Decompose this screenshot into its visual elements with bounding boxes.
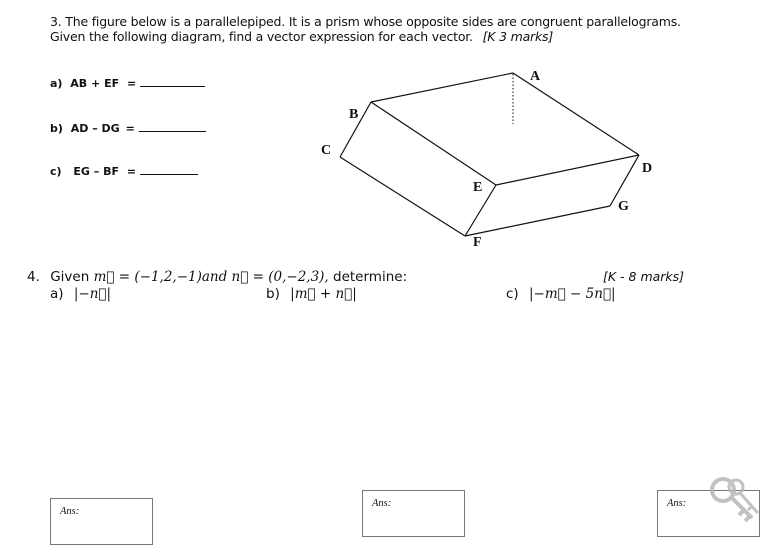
answer-label-b: Ans: xyxy=(372,498,392,509)
part-4b-label: b) xyxy=(266,286,280,302)
edge-ba xyxy=(371,73,513,102)
part-4c-label: c) xyxy=(506,286,519,302)
answer-label-c: Ans: xyxy=(667,498,687,509)
vertex-label-d: D xyxy=(642,161,653,176)
part-3b-eq: = xyxy=(125,122,135,135)
edge-fg xyxy=(465,206,610,236)
part-3c-expr: EG – BF xyxy=(73,165,120,178)
question4-given: Given xyxy=(50,269,90,285)
vertex-label-g: G xyxy=(618,199,629,214)
vertex-label-f: F xyxy=(473,235,482,250)
edge-ed xyxy=(496,155,639,185)
question4-vectors: m⃗ = (−1,2,−1)and n⃗ = (0,−2,3), xyxy=(93,269,329,285)
part-4c-expr: |−m⃗ − 5n⃗| xyxy=(529,286,616,302)
vertex-label-c: C xyxy=(321,143,332,158)
part-3a-eq: = xyxy=(126,77,137,90)
part-4b-expr: |m⃗ + n⃗| xyxy=(290,286,357,302)
part-4a-label: a) xyxy=(50,286,64,302)
answer-box-b[interactable] xyxy=(362,490,465,537)
part-3a-label: a) xyxy=(50,77,63,90)
part-4b xyxy=(266,286,357,302)
part-3c-label: c) xyxy=(50,165,62,178)
question4-number: 4. xyxy=(27,269,40,285)
question3-line1: 3. The figure below is a parallelepiped. It is a prism whose opposite sides are congruent parallelograms. xyxy=(50,14,681,29)
part-3c-eq: = xyxy=(126,165,137,178)
part-4a xyxy=(50,286,111,302)
answer-label-a: Ans: xyxy=(60,506,80,517)
edge-cf xyxy=(340,157,465,236)
part-4a-expr: |−n⃗| xyxy=(73,286,112,302)
part-3a-expr: AB + EF xyxy=(70,77,120,90)
vertex-label-e: E xyxy=(473,180,483,195)
question4-marks: [K - 8 marks] xyxy=(603,269,685,284)
question4-determine: determine: xyxy=(333,269,408,285)
part-4c xyxy=(506,286,616,302)
question3-marks: [K 3 marks] xyxy=(482,29,554,44)
question3-instruction: Given the following diagram, find a vector expression for each vector. xyxy=(50,29,473,44)
edge-be xyxy=(371,102,496,185)
part-3b-label: b) xyxy=(50,122,63,135)
question4-line xyxy=(27,269,407,285)
vertex-label-a: A xyxy=(530,69,541,84)
edge-ad xyxy=(513,73,639,155)
vertex-label-b: B xyxy=(349,107,359,122)
part-3b-expr: AD – DG xyxy=(70,122,120,135)
answer-box-a[interactable] xyxy=(50,498,153,545)
keys-icon xyxy=(706,473,762,525)
